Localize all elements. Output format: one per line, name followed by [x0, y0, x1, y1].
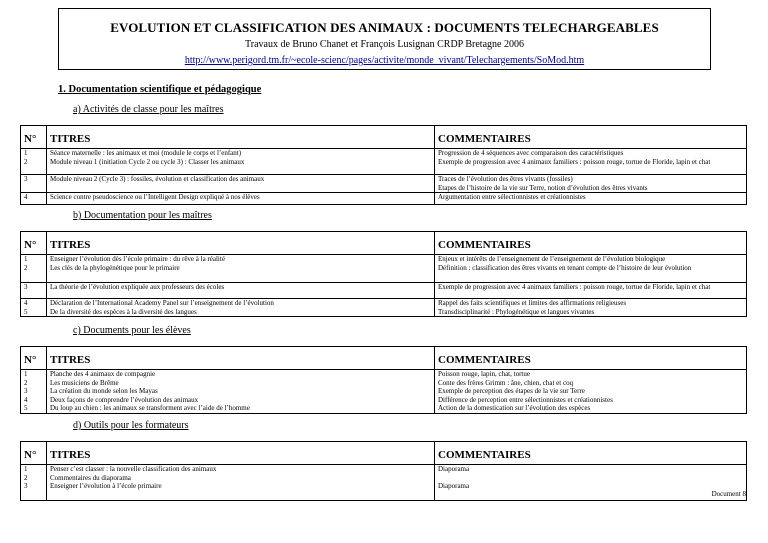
- cell-num: [21, 193, 47, 205]
- item-number: 3: [24, 387, 28, 395]
- item-number: 1: [24, 370, 28, 378]
- item-comment: Différence de perception entre sélectionnistes et créationnistes: [438, 395, 613, 404]
- item-title: Déclaration de l’International Academy Panel sur l’enseignement de l’évolution: [50, 299, 274, 307]
- documents-table: [20, 231, 747, 317]
- page-footer: Document 8: [711, 490, 746, 498]
- item-number: 2: [24, 263, 28, 272]
- table-row: [21, 149, 747, 175]
- column-header-comments: COMMENTAIRES: [435, 232, 747, 255]
- document-subtitle: Travaux de Bruno Chanet et François Lusignan CRDP Bretagne 2006: [245, 39, 524, 50]
- item-title: La création du monde selon les Mayas: [50, 387, 158, 395]
- column-header-comments: COMMENTAIRES: [435, 442, 747, 465]
- item-comment: Diaporama: [438, 482, 470, 490]
- item-comment: Argumentation entre sélectionnistes et créationnistes: [438, 193, 586, 201]
- item-number: 2: [24, 157, 28, 166]
- item-comment: Diaporama: [438, 465, 470, 473]
- cell-comments: [435, 255, 747, 283]
- item-title: La théorie de l’évolution expliquée aux professeurs des écoles: [50, 283, 225, 291]
- cell-comments: [435, 370, 747, 414]
- item-comment: Transdisciplinarité : Phylogénétique et langues vivantes: [438, 307, 595, 316]
- item-title: Module niveau 2 (Cycle 3) : fossiles, évolution et classification des animaux: [50, 175, 265, 183]
- document-title: EVOLUTION ET CLASSIFICATION DES ANIMAUX : DOCUMENTS TELECHARGEABLES: [110, 20, 659, 35]
- item-comment: Traces de l’évolution des êtres vivants (fossiles): [438, 175, 573, 183]
- item-number: 5: [24, 404, 28, 412]
- subsection-heading: b) Documentation pour les maîtres: [73, 210, 212, 221]
- item-title: Module niveau 1 (initiation Cycle 2 ou cycle 3) : Classer les animaux: [50, 157, 245, 166]
- cell-num: [21, 465, 47, 501]
- item-number: 1: [24, 255, 28, 263]
- table-row: [21, 465, 747, 501]
- column-header-num: N°: [21, 347, 47, 370]
- cell-titles: [47, 370, 435, 414]
- item-comment: Exemple de progression avec 4 animaux familiers : poisson rouge, tortue de Floride, lapin et chat: [438, 157, 711, 166]
- column-header-titles: TITRES: [47, 232, 435, 255]
- table-header-row: [21, 442, 747, 465]
- source-link[interactable]: http://www.perigord.tm.fr/~ecole-scienc/pages/activite/monde_vivant/Telechargements/SoMod.htm: [184, 55, 585, 66]
- table-header-row: [21, 232, 747, 255]
- item-number: 4: [24, 193, 28, 201]
- column-header-num: N°: [21, 442, 47, 465]
- column-header-titles: TITRES: [47, 347, 435, 370]
- column-header-num: N°: [21, 232, 47, 255]
- cell-titles: [47, 465, 435, 501]
- subsection-heading: c) Documents pour les élèves: [73, 325, 191, 336]
- item-number: 3: [24, 283, 28, 291]
- item-title: Commentaires du diaporama: [50, 473, 131, 482]
- cell-comments: [435, 283, 747, 299]
- cell-titles: [47, 193, 435, 205]
- item-number: 4: [24, 395, 28, 404]
- cell-num: [21, 175, 47, 193]
- column-header-titles: TITRES: [47, 126, 435, 149]
- item-comment: Définition : classification des êtres vivants en tenant compte de l’histoire de leur évolution: [438, 263, 692, 272]
- cell-num: [21, 299, 47, 317]
- item-number: 3: [24, 175, 28, 183]
- documents-table: [20, 125, 747, 205]
- item-title: Enseigner l’évolution dès l’école primaire : du rêve à la réalité: [50, 255, 225, 263]
- item-title: Penser c’est classer : la nouvelle classification des animaux: [50, 465, 217, 473]
- document-header: [58, 8, 711, 70]
- item-comment: Etapes de l’histoire de la vie sur Terre, notion d’évolution des êtres vivants: [438, 183, 648, 192]
- cell-comments: [435, 193, 747, 205]
- item-comment: [438, 474, 743, 483]
- item-title: Planche des 4 animaux de compagnie: [50, 370, 156, 378]
- cell-num: [21, 370, 47, 414]
- subsection-heading: a) Activités de classe pour les maîtres: [73, 104, 224, 115]
- cell-comments: [435, 175, 747, 193]
- item-number: 3: [24, 482, 28, 490]
- item-number: 1: [24, 465, 28, 473]
- item-number: 2: [24, 473, 28, 482]
- item-title: Les musiciens de Brême: [50, 378, 119, 387]
- item-comment: Progression de 4 séquences avec comparaison des caractéristiques: [438, 149, 624, 157]
- cell-titles: [47, 283, 435, 299]
- table-row: [21, 193, 747, 205]
- table-header-row: [21, 347, 747, 370]
- table-row: [21, 299, 747, 317]
- item-title: Séance maternelle : les animaux et moi (module le corps et l’enfant): [50, 149, 242, 157]
- cell-num: [21, 149, 47, 175]
- cell-titles: [47, 149, 435, 175]
- column-header-comments: COMMENTAIRES: [435, 347, 747, 370]
- cell-comments: [435, 149, 747, 175]
- table-row: [21, 283, 747, 299]
- cell-titles: [47, 175, 435, 193]
- cell-titles: [47, 299, 435, 317]
- table-row: [21, 175, 747, 193]
- item-title: Enseigner l’évolution à l’école primaire: [50, 482, 162, 490]
- section-title: 1. Documentation scientifique et pédagogique: [58, 84, 262, 95]
- item-number: 2: [24, 378, 28, 387]
- documents-table: [20, 441, 747, 501]
- cell-comments: [435, 299, 747, 317]
- subsection-heading: d) Outils pour les formateurs: [73, 420, 189, 431]
- column-header-num: N°: [21, 126, 47, 149]
- documents-table: [20, 346, 747, 414]
- item-title: Science contre pseudoscience ou l’Intelligent Design expliqué à nos élèves: [50, 193, 260, 201]
- column-header-comments: COMMENTAIRES: [435, 126, 747, 149]
- item-number: 5: [24, 307, 28, 316]
- item-comment: Exemple de progression avec 4 animaux familiers : poisson rouge, tortue de Floride, lapin et chat: [438, 283, 711, 291]
- table-row: [21, 255, 747, 283]
- cell-titles: [47, 255, 435, 283]
- item-comment: Exemple de perception des étapes de la vie sur Terre: [438, 387, 585, 395]
- table-header-row: [21, 126, 747, 149]
- cell-num: [21, 255, 47, 283]
- item-number: 4: [24, 299, 28, 307]
- cell-comments: [435, 465, 747, 501]
- item-title: Deux façons de comprendre l’évolution des animaux: [50, 395, 199, 404]
- cell-num: [21, 283, 47, 299]
- item-comment: Enjeux et intérêts de l’enseignement de l’enseignement de l’évolution biologique: [438, 255, 666, 263]
- item-comment: Rappel des faits scientifiques et limites des affirmations religieuses: [438, 299, 627, 307]
- column-header-titles: TITRES: [47, 442, 435, 465]
- item-title: Les clés de la phylogénétique pour le primaire: [50, 263, 180, 272]
- item-comment: Poisson rouge, lapin, chat, tortue: [438, 370, 530, 378]
- item-number: 1: [24, 149, 28, 157]
- table-row: [21, 370, 747, 414]
- item-title: De la diversité des espèces à la diversité des langues: [50, 307, 197, 316]
- item-comment: Conte des frères Grimm : âne, chien, chat et coq: [438, 378, 574, 387]
- item-comment: Action de la domestication sur l’évolution des espèces: [438, 404, 591, 412]
- item-title: Du loup au chien : les animaux se transforment avec l’aide de l’homme: [50, 404, 250, 412]
